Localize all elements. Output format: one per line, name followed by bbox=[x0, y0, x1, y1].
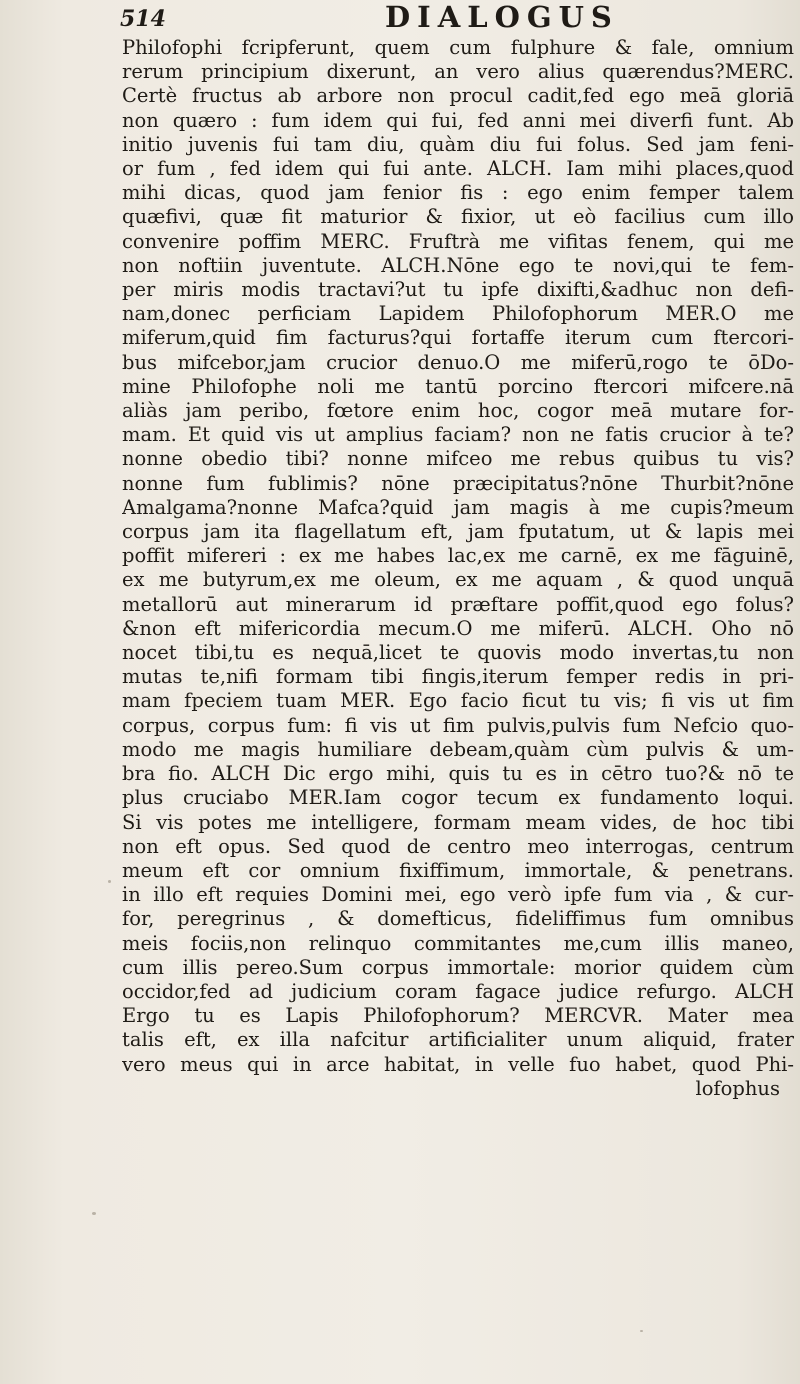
text-line: mam. Et quid vis ut amplius faciam? non ne fatis crucior à te? bbox=[122, 423, 794, 447]
text-line: corpus, corpus fum: fi vis ut fim pulvis,pulvis fum Nefcio quo- bbox=[122, 713, 794, 737]
text-line: Philofophi fcripferunt, quem cum fulphure & fale, omnium bbox=[122, 36, 794, 59]
text-line: per miris modis tractavi?ut tu ipfe dixifti,&adhuc non defi- bbox=[122, 278, 794, 302]
text-line: Ergo tu es Lapis Philofophorum? MERCVR. Mater mea bbox=[122, 1004, 794, 1028]
text-line: meum eft cor omnium fixiffimum, immortale, & penetrans. bbox=[122, 858, 794, 882]
page-header bbox=[120, 0, 792, 40]
text-line: miferum,quid fim facturus?qui fortaffe iterum cum ftercori- bbox=[122, 326, 794, 350]
text-line: convenire poffim MERC. Fruftrà me vifitas fenem, qui me bbox=[122, 229, 794, 253]
text-line: non eft opus. Sed quod de centro meo interrogas, centrum bbox=[122, 834, 794, 858]
text-line: nonne obedio tibi? nonne mifceo me rebus quibus tu vis? bbox=[122, 447, 794, 471]
text-line: or fum , fed idem qui fui ante. ALCH. Iam mihi places,quod bbox=[122, 157, 794, 181]
text-line: meis fociis,non relinquo commitantes me,cum illis maneo, bbox=[122, 931, 794, 955]
paper-speck bbox=[108, 880, 111, 883]
text-line: lofophus bbox=[695, 1076, 780, 1100]
text-line: plus cruciabo MER.Iam cogor tecum ex fundamento loqui. bbox=[122, 786, 794, 810]
text-line: corpus jam ita flagellatum eft, jam fputatum, ut & lapis mei bbox=[122, 520, 794, 544]
text-line: talis eft, ex illa nafcitur artificialiter unum aliquid, frater bbox=[122, 1028, 794, 1052]
text-line: mihi dicas, quod jam fenior fis : ego enim femper talem bbox=[122, 181, 794, 205]
text-line: Amalgama?nonne Mafca?quid jam magis à me cupis?meum bbox=[122, 495, 794, 519]
paper-speck bbox=[92, 1212, 96, 1215]
text-line: quæfivi, quæ fit maturior & fixior, ut eò facilius cum illo bbox=[122, 205, 794, 229]
text-line: Certè fructus ab arbore non procul cadit,fed ego meā gloriā bbox=[122, 84, 794, 108]
text-line: vero meus qui in arce habitat, in velle fuo habet, quod Phi- bbox=[122, 1052, 794, 1076]
text-line: for, peregrinus , & domefticus, fideliffimus fum omnibus bbox=[122, 907, 794, 931]
text-line: mutas te,nifi formam tibi fingis,iterum femper redis in pri- bbox=[122, 665, 794, 689]
text-line: ex me butyrum,ex me oleum, ex me aquam , & quod unquā bbox=[122, 568, 794, 592]
text-line: mam fpeciem tuam MER. Ego facio ficut tu vis; fi vis ut fim bbox=[122, 689, 794, 713]
running-head: DIALOGUS bbox=[385, 0, 619, 34]
text-line: occidor,fed ad judicium coram fagace judice refurgo. ALCH bbox=[122, 979, 794, 1003]
body-text bbox=[122, 36, 794, 1101]
text-line: initio juvenis fui tam diu, quàm diu fui folus. Sed jam feni- bbox=[122, 132, 794, 156]
text-line: bra fio. ALCH Dic ergo mihi, quis tu es in cētro tuo?& nō te bbox=[122, 762, 794, 786]
text-line: rerum principium dixerunt, an vero alius quærendus?MERC. bbox=[122, 60, 794, 84]
text-line: in illo eft requies Domini mei, ego verò ipfe fum via , & cur- bbox=[122, 883, 794, 907]
page-number: 514 bbox=[120, 6, 166, 32]
text-line: modo me magis humiliare debeam,quàm cùm pulvis & um- bbox=[122, 737, 794, 761]
text-line: bus mifcebor,jam crucior denuo.O me miferū,rogo te ōDo- bbox=[122, 350, 794, 374]
text-line: nocet tibi,tu es nequā,licet te quovis modo invertas,tu non bbox=[122, 641, 794, 665]
text-line: poffit mifereri : ex me habes lac,ex me carnē, ex me fāguinē, bbox=[122, 544, 794, 568]
text-line: cum illis pereo.Sum corpus immortale: morior quidem cùm bbox=[122, 955, 794, 979]
paper-speck bbox=[640, 1330, 643, 1332]
text-line: nonne fum fublimis? nōne præcipitatus?nōne Thurbit?nōne bbox=[122, 471, 794, 495]
text-line: mine Philofophe noli me tantū porcino ftercori mifcere.nā bbox=[122, 374, 794, 398]
text-line: nam,donec perficiam Lapidem Philofophorum MER.O me bbox=[122, 302, 794, 326]
text-line: Si vis potes me intelligere, formam meam vides, de hoc tibi bbox=[122, 810, 794, 834]
text-line: &non eft mifericordia mecum.O me miferū. ALCH. Oho nō bbox=[122, 616, 794, 640]
text-line: metallorū aut minerarum id præftare poffit,quod ego folus? bbox=[122, 592, 794, 616]
text-line: non quæro : fum idem qui fui, fed anni mei diverfi funt. Ab bbox=[122, 108, 794, 132]
text-line: aliàs jam peribo, fœtore enim hoc, cogor meā mutare for- bbox=[122, 399, 794, 423]
text-line: non noftiin juventute. ALCH.Nōne ego te novi,qui te fem- bbox=[122, 253, 794, 277]
